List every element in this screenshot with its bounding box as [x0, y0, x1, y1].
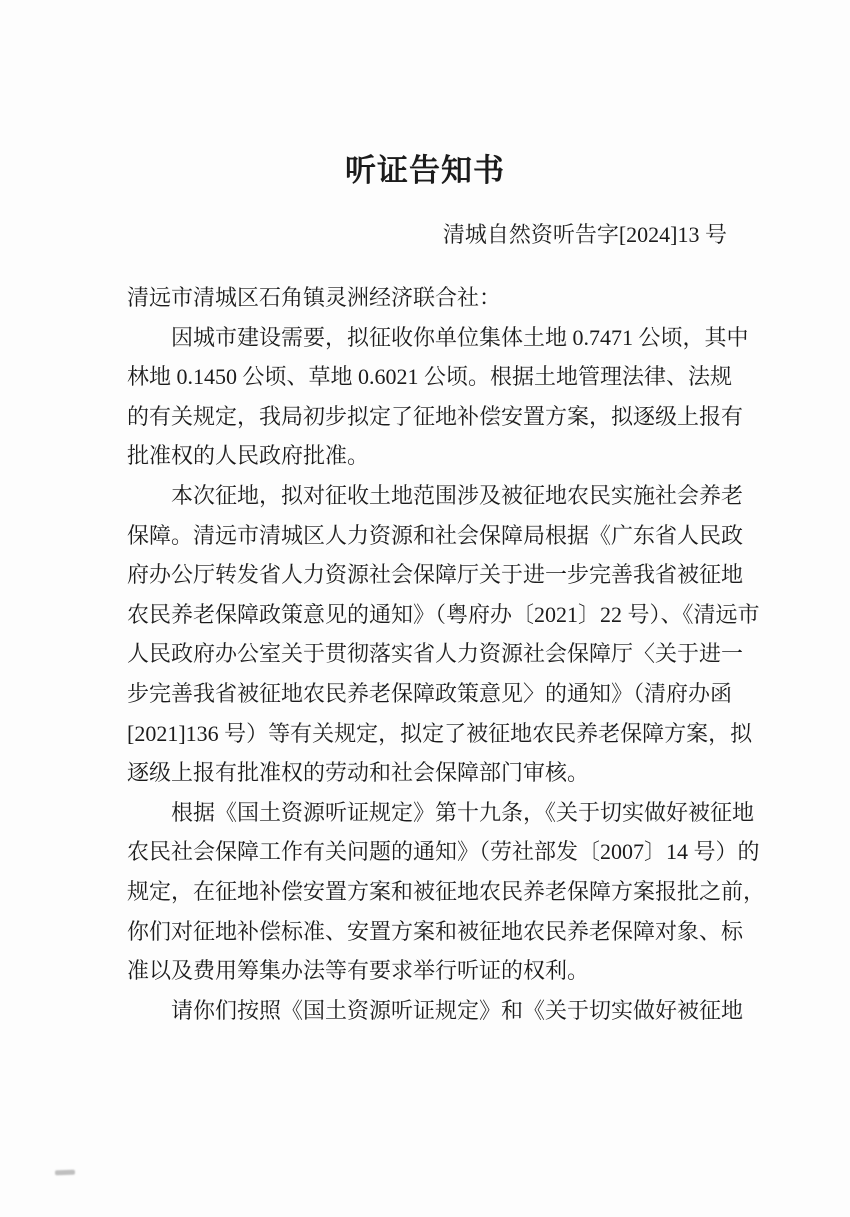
document-body — [127, 278, 766, 1030]
text-line: [2021]136 号）等有关规定，拟定了被征地农民养老保障方案，拟 — [127, 720, 753, 746]
addressee-line: 清远市清城区石角镇灵洲经济联合社： — [127, 285, 502, 310]
text-line: 批准权的人民政府批准。 — [127, 443, 370, 469]
paragraphs-container — [127, 318, 766, 1031]
text-line: 请你们按照《国土资源听证规定》和《关于切实做好被征地 — [127, 997, 744, 1023]
scan-artifact — [55, 1170, 75, 1176]
text-line: 的有关规定，我局初步拟定了征地补偿安置方案，拟逐级上报有 — [127, 403, 744, 429]
text-line: 逐级上报有批准权的劳动和社会保障部门审核。 — [127, 760, 590, 786]
text-line: 准以及费用筹集办法等有要求举行听证的权利。 — [127, 958, 590, 984]
text-line: 规定，在征地补偿安置方案和被征地农民养老保障方案报批之前， — [127, 878, 766, 904]
text-line: 农民养老保障政策意见的通知》（粤府办〔2021〕22 号）、《清远市 — [127, 601, 760, 627]
text-line: 保障。清远市清城区人力资源和社会保障局根据《广东省人民政 — [127, 522, 744, 548]
text-line: 根据《国土资源听证规定》第十九条，《关于切实做好被征地 — [127, 799, 755, 825]
text-line: 步完善我省被征地农民养老保障政策意见〉的通知》（清府办函 — [127, 680, 733, 706]
text-line: 本次征地，拟对征收土地范围涉及被征地农民实施社会养老 — [127, 482, 744, 508]
text-line: 林地 0.1450 公顷、草地 0.6021 公顷。根据土地管理法律、法规 — [127, 364, 733, 390]
text-line: 人民政府办公室关于贯彻落实省人力资源社会保障厅〈关于进一 — [127, 641, 744, 667]
text-line: 因城市建设需要，拟征收你单位集体土地 0.7471 公顷，其中 — [127, 324, 749, 350]
document-number: 清城自然资听告字[2024]13 号 — [442, 222, 727, 247]
text-line: 你们对征地补偿标准、安置方案和被征地农民养老保障对象、标 — [127, 918, 744, 944]
document-title: 听证告知书 — [345, 153, 505, 188]
text-line: 府办公厅转发省人力资源社会保障厅关于进一步完善我省被征地 — [127, 562, 744, 588]
text-line: 农民社会保障工作有关问题的通知》（劳社部发〔2007〕14 号）的 — [127, 839, 760, 865]
